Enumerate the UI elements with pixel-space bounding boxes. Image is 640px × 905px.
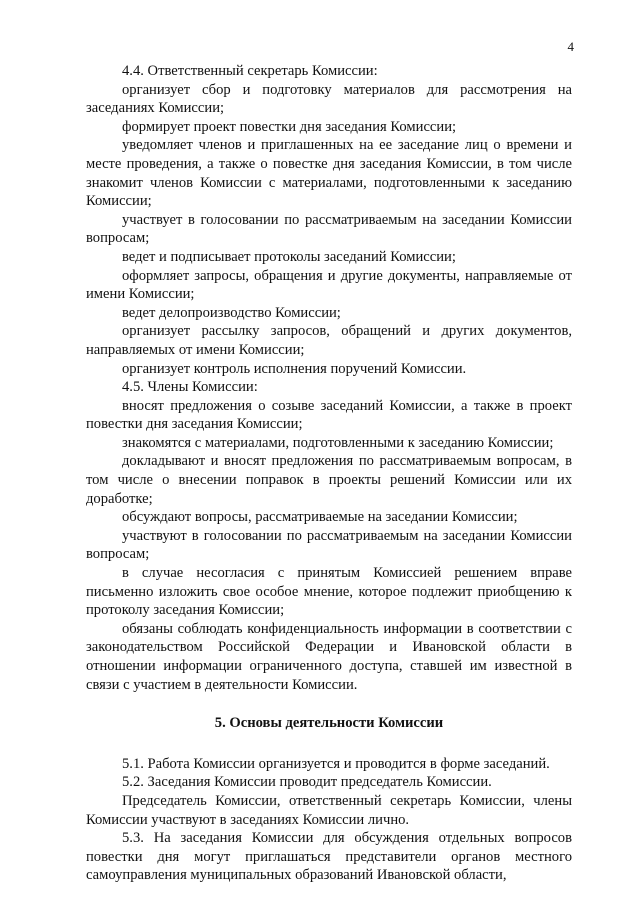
paragraph: участвуют в голосовании по рассматриваемым на заседании Комиссии вопросам; xyxy=(86,527,572,563)
paragraph: докладывают и вносят предложения по рассматриваемым вопросам, в том числе о внесении поправок в проекты решений Комиссии или их доработке; xyxy=(86,453,572,507)
paragraph: 4.4. Ответственный секретарь Комиссии: xyxy=(122,63,378,79)
paragraph: формирует проект повестки дня заседания Комиссии; xyxy=(122,118,457,135)
paragraph: вносят предложения о созыве заседаний Комиссии, а также в проект повестки дня заседания Комиссии; xyxy=(86,397,572,433)
paragraph: 5.3. На заседания Комиссии для обсуждения отдельных вопросов повестки дня могут приглашаться представители органов местного самоуправления муниципальных образований Ивановской области, xyxy=(86,830,572,884)
paragraph: Председатель Комиссии, ответственный секретарь Комиссии, члены Комиссии участвуют в заседаниях Комиссии лично. xyxy=(86,792,572,828)
paragraph: организует рассылку запросов, обращений и других документов, направляемых от имени Комиссии; xyxy=(86,323,572,358)
paragraph: обсуждают вопросы, рассматриваемые на заседании Комиссии; xyxy=(122,509,518,526)
paragraph: 4.5. Члены Комиссии: xyxy=(122,379,258,396)
paragraph: организует контроль исполнения поручений Комиссии. xyxy=(122,360,467,377)
paragraph: оформляет запросы, обращения и другие документы, направляемые от имени Комиссии; xyxy=(86,267,572,303)
paragraph: 5.1. Работа Комиссии организуется и проводится в форме заседаний. xyxy=(122,755,550,772)
paragraph: участвует в голосовании по рассматриваемым на заседании Комиссии вопросам; xyxy=(86,211,572,247)
section-4-paragraphs xyxy=(86,62,572,694)
paragraph: ведет и подписывает протоколы заседаний Комиссии; xyxy=(122,248,456,265)
section-5-paragraphs xyxy=(86,755,572,885)
paragraph: обязаны соблюдать конфиденциальность информации в соответствии с законодательством Российской Федерации и Ивановской области в отношении информации ограниченного доступа, ставшей им известной в связи с участием в деятельности Комиссии. xyxy=(86,620,572,693)
paragraph: организует сбор и подготовку материалов для рассмотрения на заседаниях Комиссии; xyxy=(86,81,572,117)
paragraph: ведет делопроизводство Комиссии; xyxy=(122,304,341,321)
paragraph: знакомятся с материалами, подготовленными к заседанию Комиссии; xyxy=(122,434,554,451)
section-heading: 5. Основы деятельности Комиссии xyxy=(214,715,444,732)
page-number: 4 xyxy=(567,39,574,54)
paragraph: 5.2. Заседания Комиссии проводит председатель Комиссии. xyxy=(122,774,492,791)
paragraph: в случае несогласия с принятым Комиссией решением вправе письменно изложить свое особое мнение, которое подлежит приобщению к протоколу заседания Комиссии; xyxy=(86,565,572,619)
paragraph: уведомляет членов и приглашенных на ее заседание лиц о времени и месте проведения, а также о повестке дня заседания Комиссии, в том числе знакомит членов Комиссии с материалами, подготовленными к заседанию Комиссии; xyxy=(86,137,572,210)
document-body xyxy=(86,62,572,885)
